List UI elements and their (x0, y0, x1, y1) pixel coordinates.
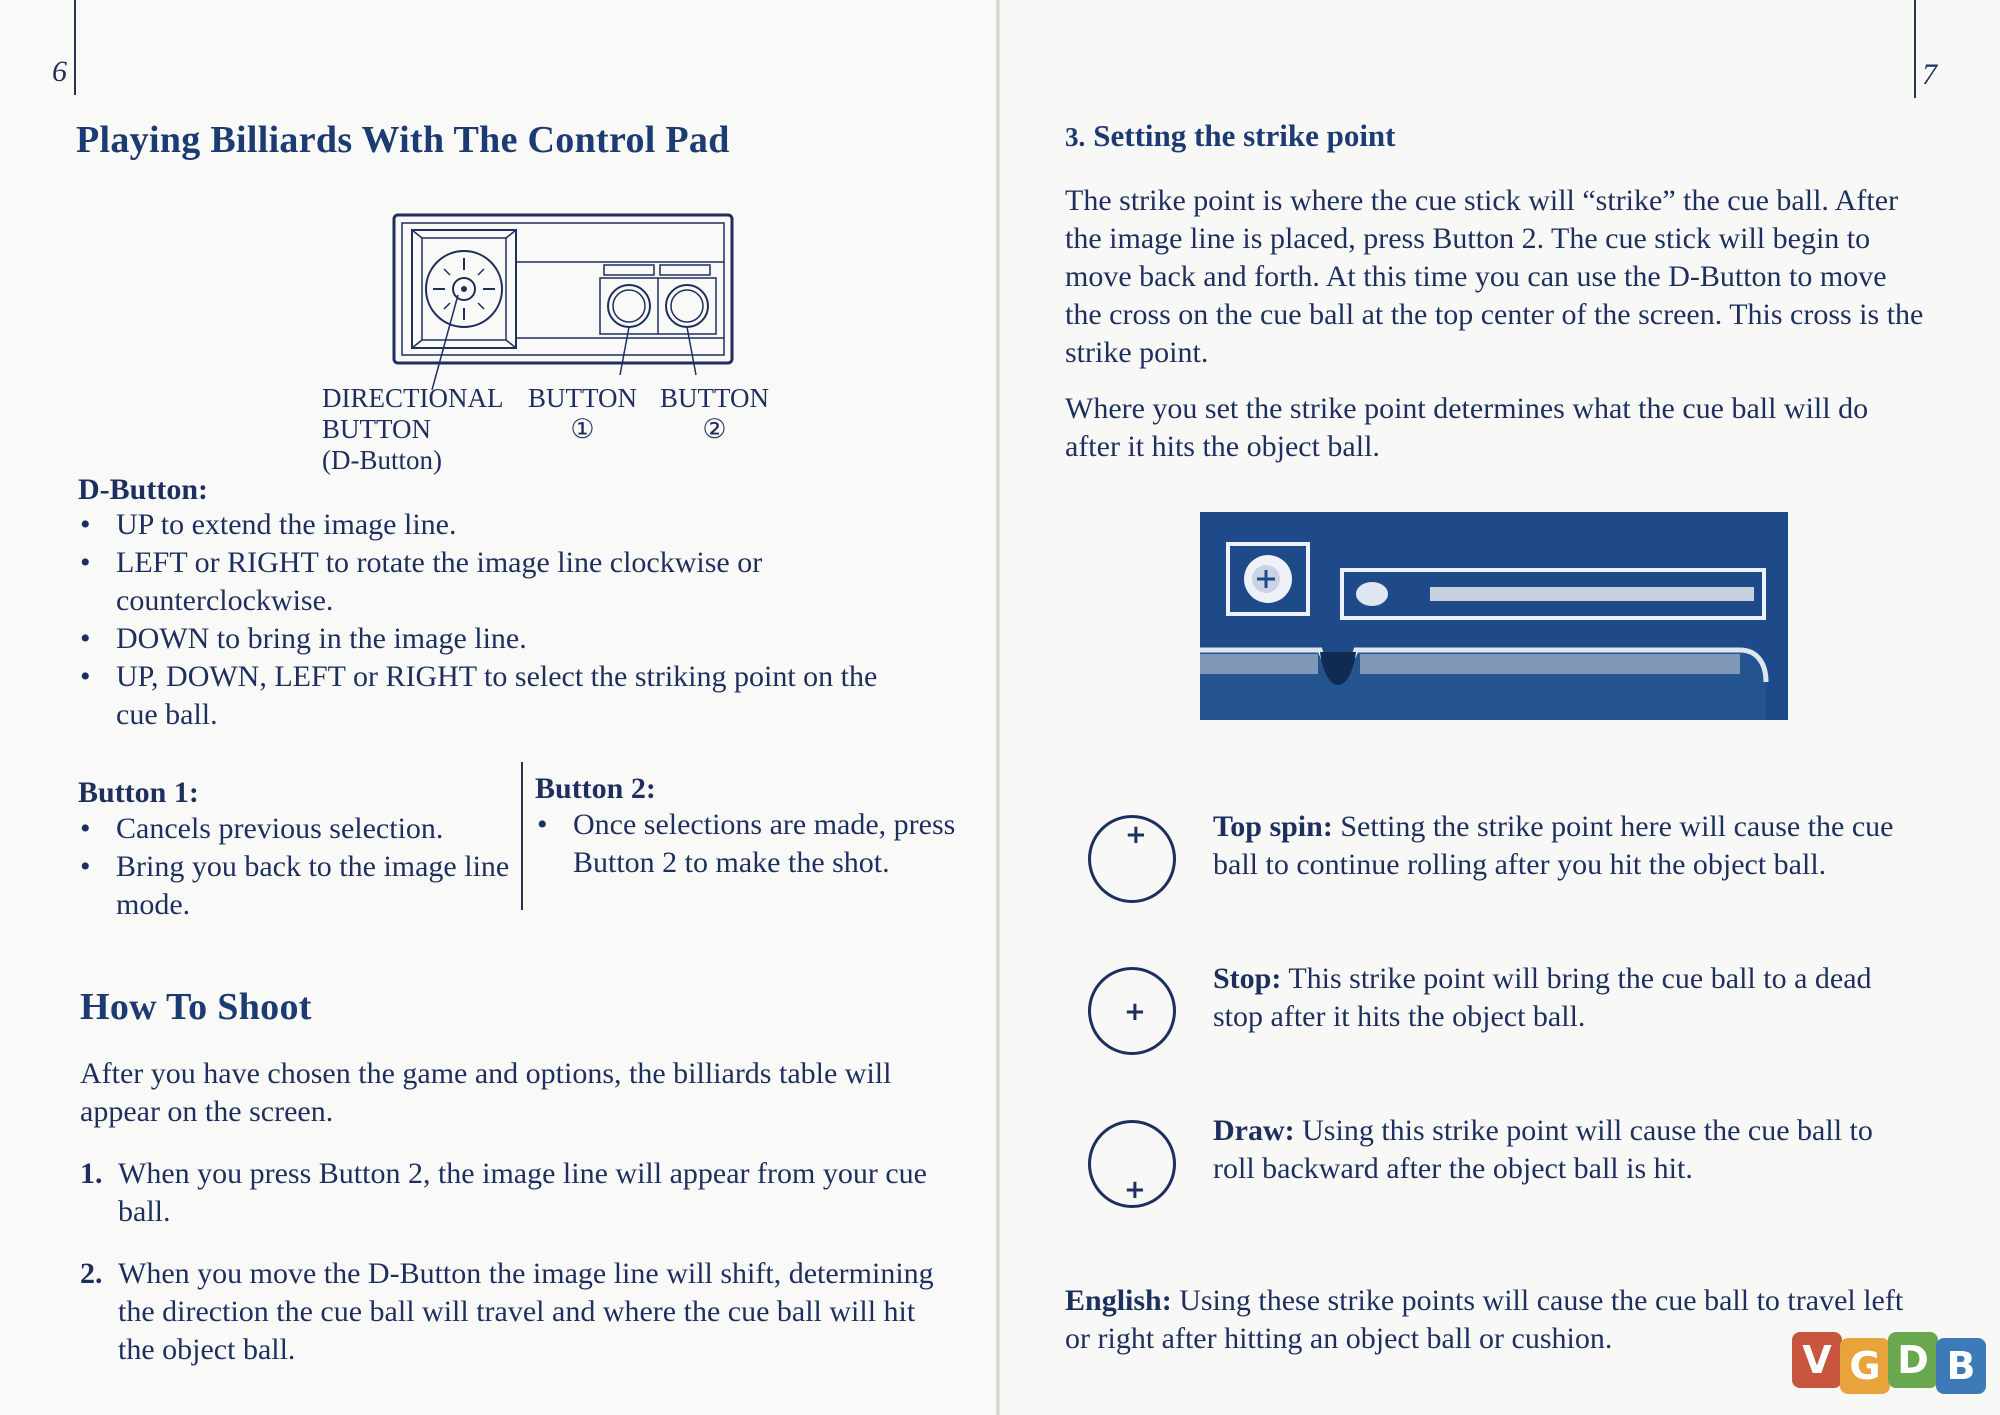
left-header-rule (74, 0, 76, 95)
left-page-number: 6 (52, 55, 67, 88)
spin-label: Top spin: (1213, 810, 1333, 843)
watermark-letter-v: V (1792, 1332, 1842, 1388)
how-to-shoot-intro: After you have chosen the game and options, the billiards table will appear on the screen. (80, 1057, 892, 1128)
strike-point-paragraph-1: The strike point is where the cue stick will “strike” the cue ball. After the image line is placed, press Button 2. The cue stick will begin to move back and forth. At this time you can use the D-Button to move the cross on the cue ball at the top center of the screen. This cross is the strike point. (1065, 184, 1924, 369)
stop-description (1213, 960, 1913, 1036)
step-number: 1. (80, 1157, 103, 1190)
dbutton-list (80, 506, 900, 734)
column-divider (521, 762, 523, 910)
list-item: • Once selections are made, press Button 2 to make the shot. (537, 806, 957, 882)
stop-circle-icon (1088, 967, 1176, 1055)
top-spin-description (1213, 808, 1913, 884)
strike-marker: + (1124, 997, 1146, 1027)
right-header-rule (1914, 0, 1916, 98)
button2-heading: Button 2: (535, 772, 656, 805)
list-item: • UP, DOWN, LEFT or RIGHT to select the striking point on the cue ball. (80, 658, 900, 734)
how-to-shoot-heading: How To Shoot (80, 986, 312, 1028)
list-item: • Cancels previous selection. (80, 810, 520, 848)
top-spin-circle-icon (1088, 815, 1176, 903)
book-spine (996, 0, 1000, 1415)
strike-marker: + (1124, 1175, 1146, 1205)
step-1 (80, 1155, 950, 1231)
section-heading (1065, 118, 1396, 154)
list-item: • UP to extend the image line. (80, 506, 900, 544)
button1-heading: Button 1: (78, 776, 199, 809)
watermark-letter-d: D (1888, 1332, 1938, 1388)
draw-description (1213, 1112, 1913, 1188)
watermark-letter-g: G (1840, 1338, 1890, 1394)
button1-list (80, 810, 520, 924)
right-page-number: 7 (1922, 58, 1937, 91)
english-label: English: (1065, 1284, 1172, 1317)
game-screenshot-art (1200, 512, 1788, 720)
english-text: Using these strike points will cause the cue ball to travel left or right after hitting an object ball or cushion. (1065, 1284, 1904, 1355)
control-pad-diagram (390, 210, 740, 390)
spin-text: Using this strike point will cause the cue ball to roll backward after the object ball is hit. (1213, 1114, 1873, 1185)
draw-circle-icon (1088, 1120, 1176, 1208)
button2-list (537, 806, 957, 882)
directional-button-label: DIRECTIONAL BUTTON (D-Button) (322, 383, 504, 475)
dbutton-heading: D-Button: (78, 473, 209, 506)
step-number: 2. (80, 1257, 103, 1290)
button-2-label: BUTTON ② (660, 383, 770, 444)
list-item: • DOWN to bring in the image line. (80, 620, 900, 658)
strike-point-paragraph-2: Where you set the strike point determines what the cue ball will do after it hits the object ball. (1065, 392, 1869, 463)
step-2 (80, 1255, 950, 1369)
spin-label: Stop: (1213, 962, 1282, 995)
page-title: Playing Billiards With The Control Pad (76, 119, 730, 161)
button-1-label: BUTTON ① (528, 383, 638, 444)
section-number: 3. (1065, 122, 1086, 152)
step-text: When you press Button 2, the image line will appear from your cue ball. (118, 1157, 927, 1228)
spin-text: This strike point will bring the cue ball to a dead stop after it hits the object ball. (1213, 962, 1872, 1033)
game-screenshot (1200, 512, 1788, 720)
section-title: Setting the strike point (1093, 118, 1396, 153)
spin-text: Setting the strike point here will cause the cue ball to continue rolling after you hit the object ball. (1213, 810, 1894, 881)
strike-marker: + (1125, 820, 1147, 850)
list-item: • Bring you back to the image line mode. (80, 848, 520, 924)
spin-label: Draw: (1213, 1114, 1295, 1147)
step-text: When you move the D-Button the image line will shift, determining the direction the cue ball will travel and where the cue ball will hit the object ball. (118, 1257, 934, 1366)
list-item: • LEFT or RIGHT to rotate the image line clockwise or counterclockwise. (80, 544, 900, 620)
watermark-letter-b: B (1936, 1338, 1986, 1394)
